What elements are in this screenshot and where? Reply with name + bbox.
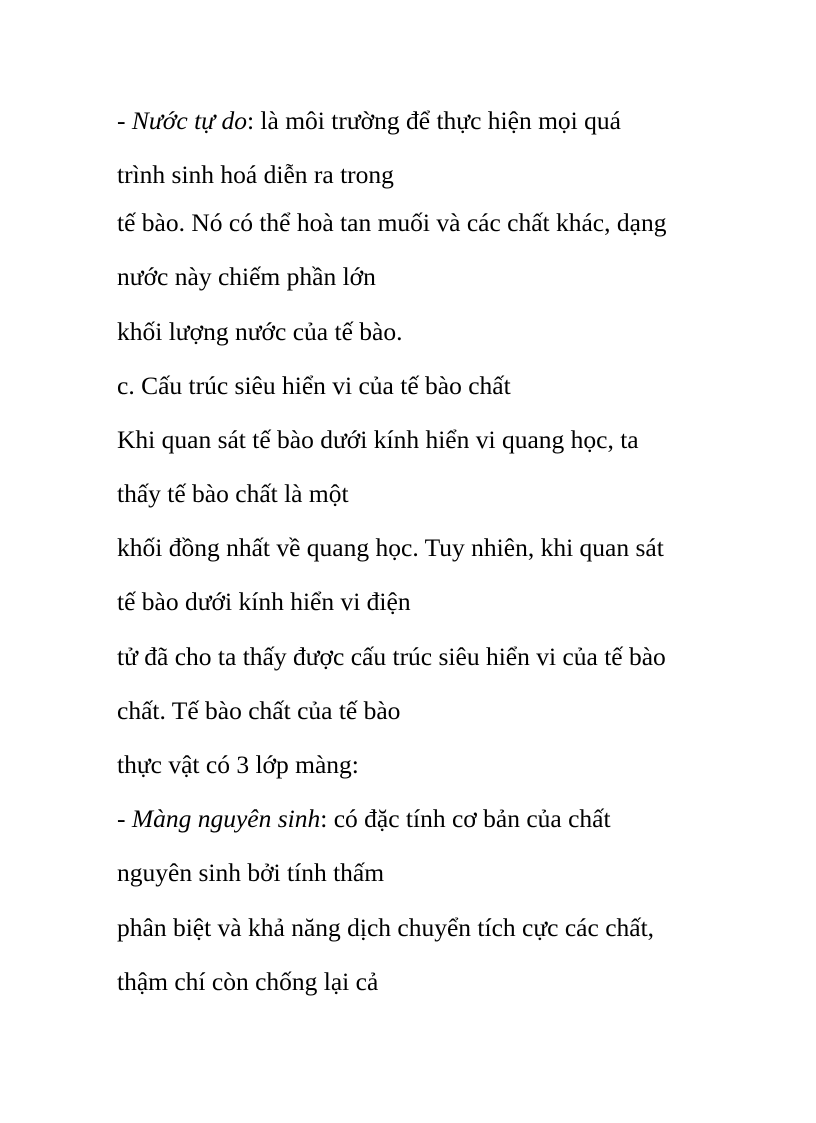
- paragraph-water-mass: [117, 305, 717, 359]
- text-line: - Màng nguyên sinh: có đặc tính cơ bản của chất: [117, 804, 611, 833]
- paragraph-selective: [117, 901, 717, 1009]
- heading-text: c. Cấu trúc siêu hiển vi của tế bào chất: [117, 371, 511, 400]
- text-line: khối đồng nhất về quang học. Tuy nhiên, khi quan sát: [117, 533, 664, 562]
- text-line: tử đã cho ta thấy được cấu trúc siêu hiển vi của tế bào: [117, 642, 666, 671]
- text-line: khối lượng nước của tế bào.: [117, 317, 403, 346]
- text-line: trình sinh hoá diễn ra trong: [117, 160, 394, 189]
- text-line: nguyên sinh bởi tính thấm: [117, 858, 385, 887]
- text-line: nước này chiếm phần lớn: [117, 262, 376, 291]
- term-plasma-membrane: Màng nguyên sinh: [131, 804, 321, 833]
- text-line: - Nước tự do: là môi trường để thực hiện mọi quá: [117, 106, 621, 135]
- term-free-water: Nước tự do: [131, 106, 247, 135]
- paragraph-uniform-mass: [117, 521, 717, 629]
- text-line: tế bào. Nó có thể hoà tan muối và các chất khác, dạng: [117, 208, 667, 237]
- text-line: thực vật có 3 lớp màng:: [117, 750, 359, 779]
- paragraph-free-water: [117, 94, 717, 202]
- paragraph-plasma-membrane: [117, 792, 717, 900]
- section-heading: [117, 359, 717, 413]
- text-line: tế bào dưới kính hiển vi điện: [117, 587, 411, 616]
- text-line: thấy tế bào chất là một: [117, 479, 349, 508]
- text-line: Khi quan sát tế bào dưới kính hiển vi quang học, ta: [117, 425, 639, 454]
- paragraph-three-layers: [117, 738, 717, 792]
- paragraph-electron-microscope: [117, 630, 717, 738]
- text-line: chất. Tế bào chất của tế bào: [117, 696, 401, 725]
- paragraph-dissolve: [117, 196, 717, 304]
- paragraph-light-microscope: [117, 413, 717, 521]
- text-line: phân biệt và khả năng dịch chuyển tích cực các chất,: [117, 913, 655, 942]
- text-line: thậm chí còn chống lại cả: [117, 967, 379, 996]
